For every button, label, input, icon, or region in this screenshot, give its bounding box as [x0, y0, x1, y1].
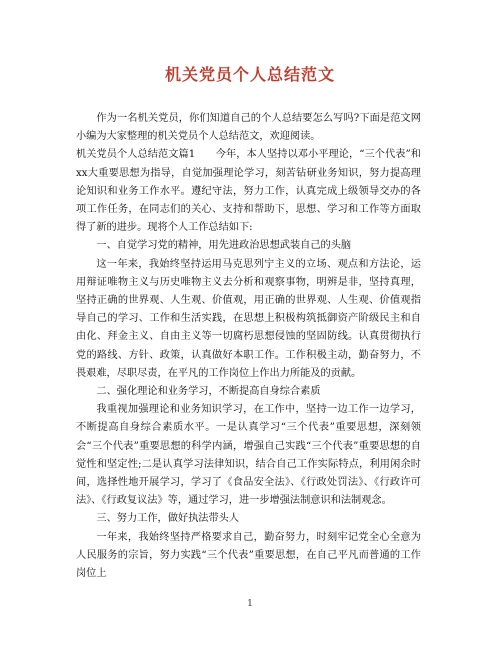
section-1-paragraph: 这一年来，我始终坚持运用马克思列宁主义的立场、观点和方法论，运用辩证唯物主义与历史唯物主义去分析和观察事物，明辨是非，坚持真理，坚持正确的世界观、人生观、价值观，用正确的世界观、人生观、价值观指导自己的学习、工作和生活实践，在思想上积极构筑抵御资产阶级民主和自由化、拜金主义、自由主义等一切腐朽思想侵蚀的坚固防线。认真贯彻执行党的路线、方针、政策，认真做好本职工作。工作积极主动，勤奋努力，不畏艰难，尽职尽责，在平凡的工作岗位上作出力所能及的贡献。 — [76, 258, 421, 379]
intro-paragraph: 作为一名机关党员，你们知道自己的个人总结要怎么写吗?下面是范文网小编为大家整理的机关党员个人总结范文，欢迎阅读。 — [76, 113, 421, 143]
document-title: 机关党员个人总结范文 — [164, 65, 335, 84]
article-lead-paragraph: 机关党员个人总结范文篇1 今年，本人坚持以邓小平理论，“三个代表”和xx大重要思想为指导，自觉加强理论学习，刻苦钻研业务知识，努力提高理论知识和业务工作水平。遵纪守法，努力工作，认真完成上级领导交办的各项工作任务，在同志们的关心、支持和帮助下，思想、学习和工作等方面取得了新的进步。现将个人工作总结如下: — [76, 149, 421, 234]
section-heading-3: 三、努力工作，做好执法带头人 — [96, 513, 240, 525]
section-3-paragraph: 一年来，我始终坚持严格要求自己，勤奋努力，时刻牢记党全心全意为人民服务的宗旨，努力实践“三个代表”重要思想，在自己平凡而普通的工作岗位上 — [76, 531, 421, 580]
section-heading-1: 一、自觉学习党的精神，用先进政治思想武装自己的头脑 — [96, 240, 352, 252]
page-number: 1 — [247, 599, 253, 609]
section-heading-2: 二、强化理论和业务学习，不断提高自身综合素质 — [96, 386, 321, 398]
document-body — [76, 110, 421, 583]
section-2-paragraph: 我重视加强理论和业务知识学习，在工作中，坚持一边工作一边学习，不断提高自身综合素质水平。一是认真学习“三个代表”重要思想，深刻领会“三个代表”重要思想的科学内涵，增强自己实践“三个代表”重要思想的自觉性和坚定性;二是认真学习法律知识，结合自己工作实际特点，利用闲余时间，选择性地开展学习，学习了《食品安全法》、《行政处罚法》、《行政许可法》、《行政复议法》等，通过学习，进一步增强法制意识和法制观念。 — [76, 404, 421, 507]
